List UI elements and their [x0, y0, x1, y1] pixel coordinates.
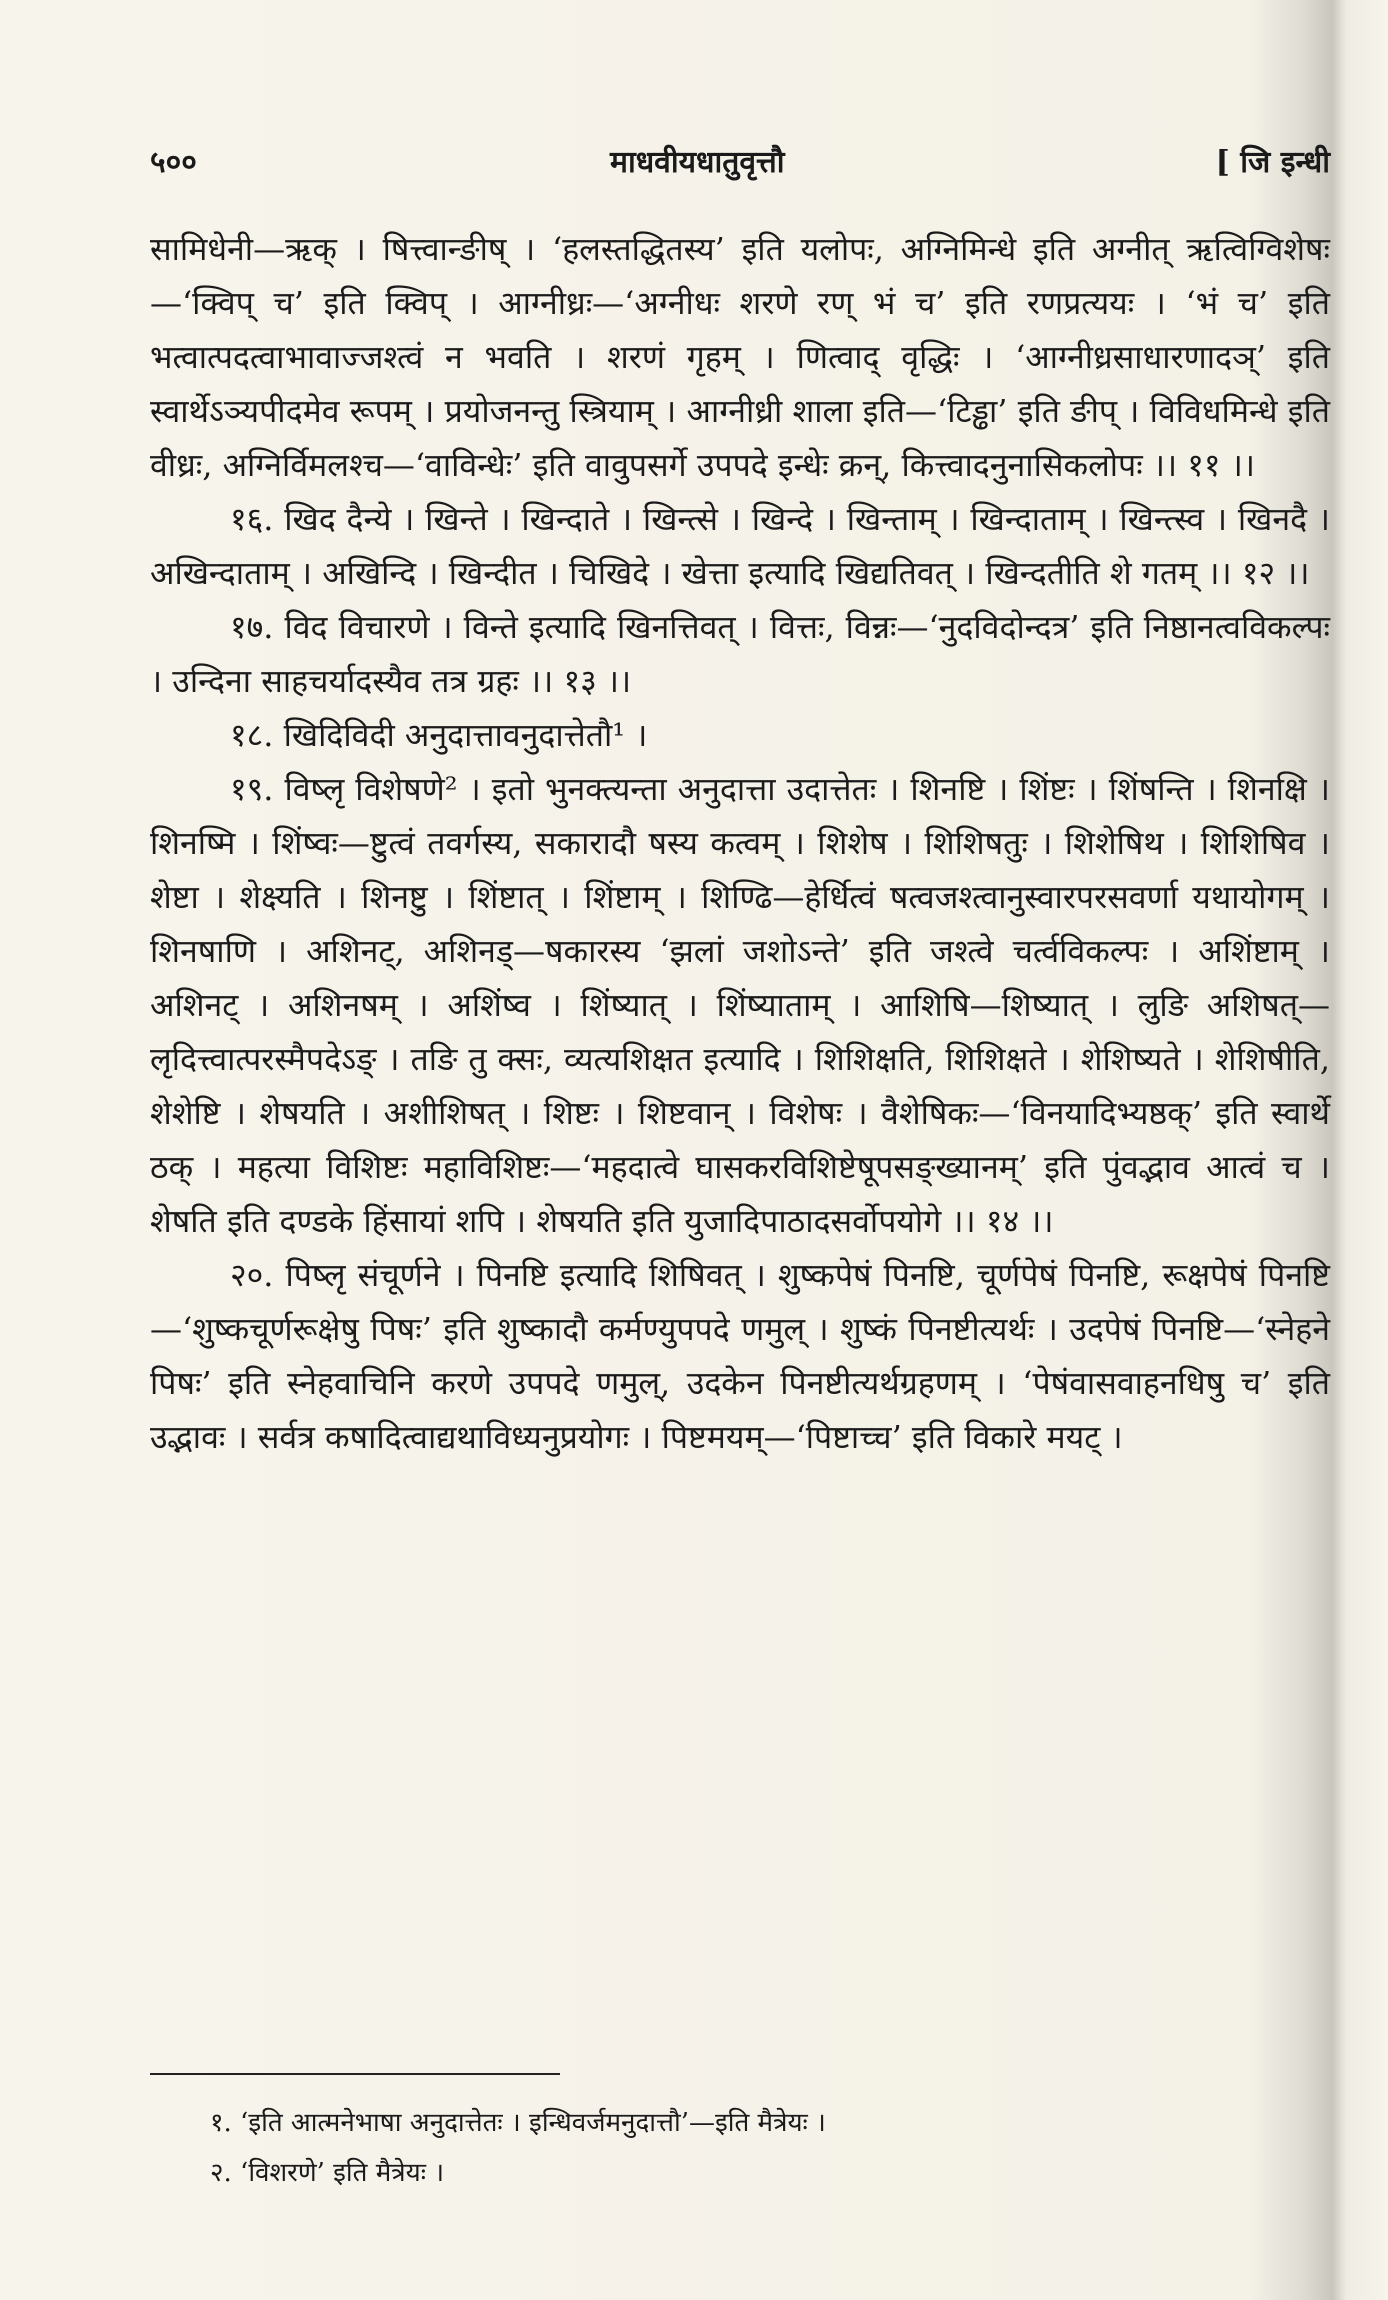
footnotes: [210, 2098, 1310, 2198]
paragraph-18: १८. खिदिविदी अनुदात्तावनुदात्तेतौ¹ ।: [230, 716, 648, 754]
footnote-rule: [150, 2073, 560, 2075]
paragraph-11: सामिधेनी—ऋक् । षित्त्वान्ङीष् । ‘हलस्तद्धितस्य’ इति यलोपः, अग्निमिन्धे इति अग्नीत् ऋत्विग्विशेषः—‘क्विप् च’ इति क्विप् । आग्नीध्रः—‘अग्नीधः शरणे रण् भं च’ इति रणप्रत्ययः । ‘भं च’ इति भत्वात्पदत्वाभावाज्जश्त्वं न भवति । शरणं गृहम् । णित्वाद् वृद्धिः । ‘आग्नीध्रसाधारणादञ्’ इति स्वार्थेऽञ्यपीदमेव रूपम् । प्रयोजनन्तु स्त्रियाम् । आग्नीध्री शाला इति—‘टिड्ढा’ इति ङीप् । विविधमिन्धे इति वीध्रः, अग्निर्विमलश्च—‘वाविन्धेः’ इति वावुपसर्गे उपपदे इन्धेः क्रन्, कित्त्वादनुनासिकलोपः ।। ११ ।।: [150, 230, 1330, 484]
running-head-right: [ जि इन्धी: [1215, 145, 1330, 180]
footnote-1: १. ‘इति आत्मनेभाषा अनुदात्तेतः । इन्धिवर्जमनुदात्तौ’—इति मैत्रेयः ।: [210, 2108, 826, 2138]
running-title: माधवीयधातुवृत्तौ: [610, 145, 785, 180]
running-head: [150, 140, 1330, 190]
paragraph-12: १६. खिद दैन्ये । खिन्ते । खिन्दाते । खिन्त्से । खिन्दे । खिन्ताम् । खिन्दाताम् । खिन्त्स्व । खिनदै । अखिन्दाताम् । अखिन्दि । खिन्दीत । चिखिदे । खेत्ता इत्यादि खिद्यतिवत् । खिन्दतीति शे गतम् ।। १२ ।।: [150, 500, 1330, 592]
page-number: ५००: [150, 145, 197, 180]
paragraph-20: २०. पिष्लृ संचूर्णने । पिनष्टि इत्यादि शिषिवत् । शुष्कपेषं पिनष्टि, चूर्णपेषं पिनष्टि, रूक्षपेषं पिनष्टि—‘शुष्कचूर्णरूक्षेषु पिषः’ इति शुष्कादौ कर्मण्युपपदे णमुल् । शुष्कं पिनष्टीत्यर्थः । उदपेषं पिनष्टि—‘स्नेहने पिषः’ इति स्नेहवाचिनि करणे उपपदे णमुल्, उदकेन पिनष्टीत्यर्थग्रहणम् । ‘पेषंवासवाहनधिषु च’ इति उद्भावः । सर्वत्र कषादित्वाद्यथाविध्यनुप्रयोगः । पिष्टमयम्—‘पिष्टाच्च’ इति विकारे मयट् ।: [150, 1256, 1330, 1456]
paragraph-14: १९. विष्लृ विशेषणे² । इतो भुनक्त्यन्ता अनुदात्ता उदात्तेतः । शिनष्टि । शिंष्टः । शिंषन्ति । शिनक्षि । शिनष्मि । शिंष्वः—ष्टुत्वं तवर्गस्य, सकारादौ षस्य कत्वम् । शिशेष । शिशिषतुः । शिशेषिथ । शिशिषिव । शेष्टा । शेक्ष्यति । शिनष्टु । शिंष्टात् । शिंष्टाम् । शिण्ढि—हेर्धित्वं षत्वजश्त्वानुस्वारपरसवर्णा यथायोगम् । शिनषाणि । अशिनट्, अशिनड्—षकारस्य ‘झलां जशोऽन्ते’ इति जश्त्वे चर्त्वविकल्पः । अशिंष्टाम् । अशिनट् । अशिनषम् । अशिंष्व । शिंष्यात् । शिंष्याताम् । आशिषि—शिष्यात् । लुङि अशिषत्—लृदित्त्वात्परस्मैपदेऽङ् । तङि तु क्सः, व्यत्यशिक्षत इत्यादि । शिशिक्षति, शिशिक्षते । शेशिष्यते । शेशिषीति, शेशेष्टि । शेषयति । अशीशिषत् । शिष्टः । शिष्टवान् । विशेषः । वैशेषिकः—‘विनयादिभ्यष्ठक्’ इति स्वार्थे ठक् । महत्या विशिष्टः महाविशिष्टः—‘महदात्वे घासकरविशिष्टेषूपसङ्ख्यानम्’ इति पुंवद्भाव आत्वं च । शेषति इति दण्डके हिंसायां शपि । शेषयति इति युजादिपाठादसर्वोपयोगे ।। १४ ।।: [150, 770, 1330, 1240]
paragraph-13: १७. विद विचारणे । विन्ते इत्यादि खिनत्तिवत् । वित्तः, विन्नः—‘नुदविदोन्दत्र’ इति निष्ठानत्वविकल्पः । उन्दिना साहचर्यादस्यैव तत्र ग्रहः ।। १३ ।।: [150, 608, 1330, 700]
main-text: [150, 222, 1330, 1464]
footnote-2: २. ‘विशरणे’ इति मैत्रेयः ।: [210, 2158, 445, 2188]
